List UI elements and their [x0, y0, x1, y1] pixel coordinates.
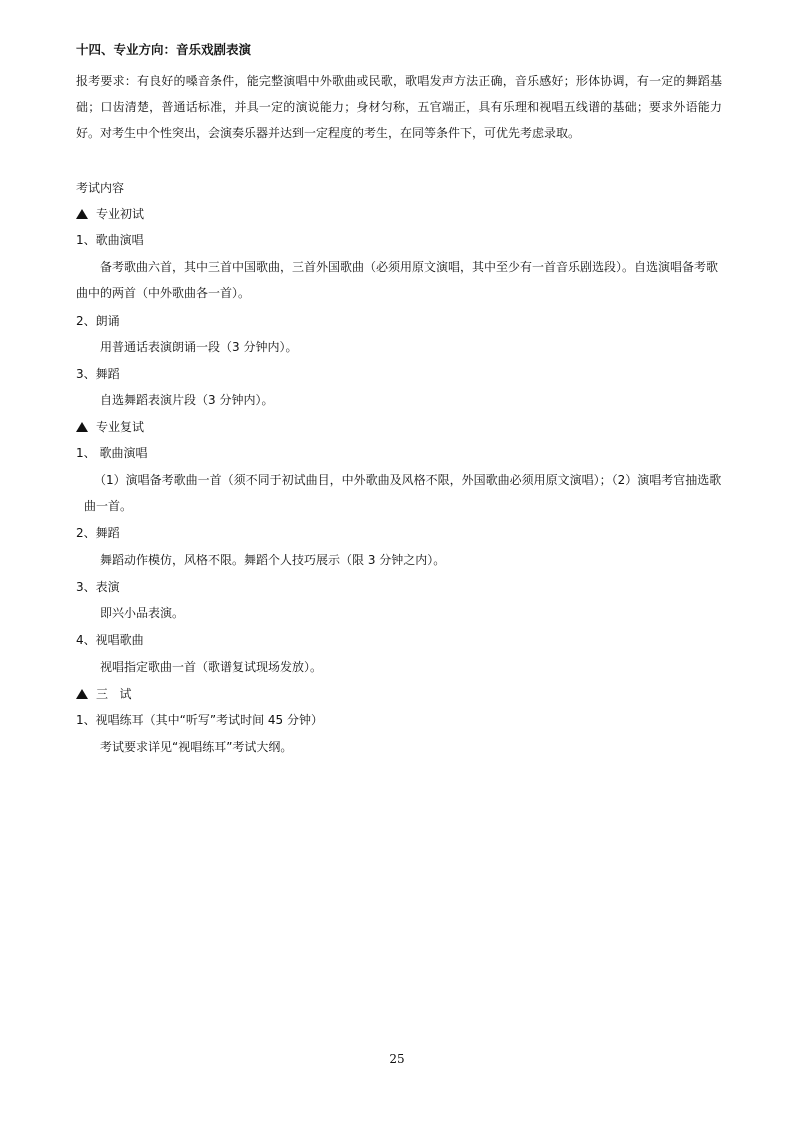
first-round-item-3-desc: 自选舞蹈表演片段（3 分钟内）。 [100, 393, 274, 407]
second-round-item-1-desc-line2: 曲一首。 [84, 499, 133, 513]
first-round-item-1-label: 1、歌曲演唱 [76, 233, 144, 247]
first-round-item-1-desc-line1: 备考歌曲六首，其中三首中国歌曲，三首外国歌曲（必须用原文演唱，其中至少有一首音乐剧选段）。自选演唱备考歌 [100, 260, 719, 274]
second-round-item-1-label: 1、 歌曲演唱 [76, 446, 148, 460]
second-round-heading-row [76, 419, 144, 435]
first-round-item-2-label: 2、朗诵 [76, 314, 120, 328]
second-round-item-2-desc: 舞蹈动作模仿，风格不限。舞蹈个人技巧展示（限 3 分钟之内）。 [100, 553, 446, 567]
triangle-bullet-icon [76, 209, 88, 219]
first-round-heading-row [76, 206, 144, 222]
triangle-bullet-icon [76, 422, 88, 432]
second-round-item-4-desc: 视唱指定歌曲一首（歌谱复试现场发放）。 [100, 660, 323, 674]
first-round-item-1-desc-line2: 曲中的两首（中外歌曲各一首）。 [76, 286, 251, 300]
third-round-item-1-desc: 考试要求详见“视唱练耳”考试大纲。 [100, 740, 293, 754]
third-round-heading-row [76, 686, 131, 702]
section-title: 十四、专业方向：音乐戏剧表演 [76, 42, 252, 57]
second-round-item-3-desc: 即兴小品表演。 [100, 606, 185, 620]
third-round-item-1-label: 1、视唱练耳（其中“听写”考试时间 45 分钟） [76, 713, 323, 727]
first-round-item-2-desc: 用普通话表演朗诵一段（3 分钟内）。 [100, 340, 298, 354]
second-round-item-4-label: 4、视唱歌曲 [76, 633, 144, 647]
exam-content-heading: 考试内容 [76, 181, 125, 195]
second-round-item-1-desc-line1: （1）演唱备考歌曲一首（须不同于初试曲目，中外歌曲及风格不限，外国歌曲必须用原文演唱）；（2）演唱考官抽选歌 [94, 473, 722, 487]
second-round-heading: 专业复试 [96, 420, 145, 434]
first-round-heading: 专业初试 [96, 207, 145, 221]
second-round-item-2-label: 2、舞蹈 [76, 526, 120, 540]
requirements-paragraph: 报考要求：有良好的嗓音条件，能完整演唱中外歌曲或民歌，歌唱发声方法正确，音乐感好；形体协调，有一定的舞蹈基础；口齿清楚，普通话标准，并具一定的演说能力；身材匀称，五官端正，具有乐理和视唱五线谱的基础；要求外语能力好。对考生中个性突出，会演奏乐器并达到一定程度的考生，在同等条件下，可优先考虑录取。 [76, 74, 722, 140]
second-round-item-3-label: 3、表演 [76, 580, 120, 594]
first-round-item-3-label: 3、舞蹈 [76, 367, 120, 381]
third-round-heading: 三 试 [96, 687, 132, 701]
page-number: 25 [389, 1052, 405, 1066]
triangle-bullet-icon [76, 689, 88, 699]
